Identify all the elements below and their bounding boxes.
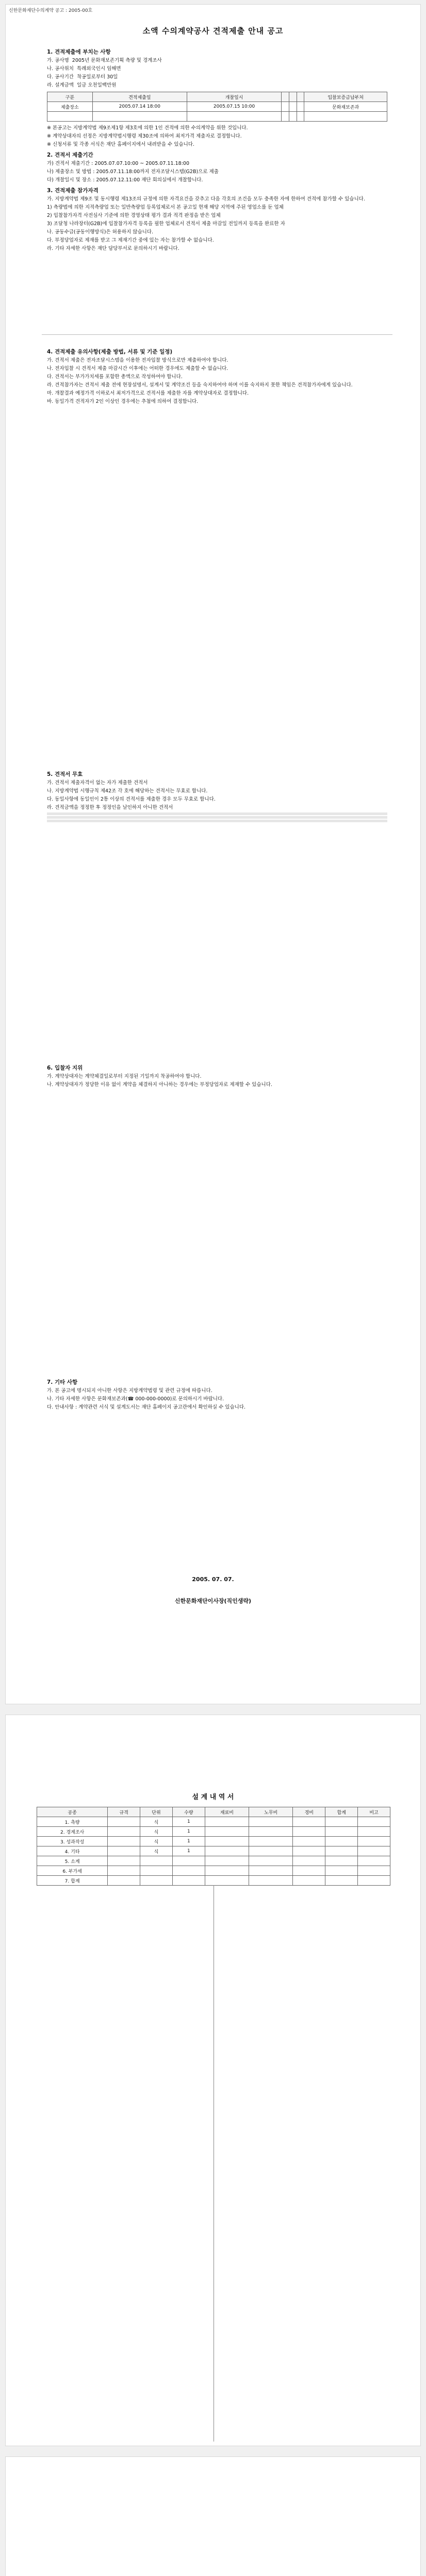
table-row: 6. 부가세 bbox=[37, 1866, 390, 1876]
section-heading: 6. 입찰자 지위 bbox=[47, 1065, 83, 1071]
item: 나) 제출장소 및 방법 : 2005.07.11.18:00까지 전자조달시스템(G2B)으로 제출 bbox=[47, 169, 219, 175]
paragraph: 바. 동일가격 견적자가 2인 이상인 경우에는 추첨에 의하여 결정합니다. bbox=[47, 399, 199, 404]
cost-table: 공종 규격 단위 수량 재료비 노무비 경비 합계 비고 1. 측량 식 1 2. 경계조사 식 1 3. 성과작성 식 1 4. 기타 식 1 5. 소계 6. 부가세 7. 합계 bbox=[37, 1807, 390, 1886]
item: 가) 견적서 제출기간 : 2005.07.07.10:00 ~ 2005.07.11.18:00 bbox=[47, 161, 189, 166]
table-row: 1. 측량 식 1 bbox=[37, 1817, 390, 1827]
paragraph: 가. 본 공고에 명시되지 아니한 사항은 지방계약법령 및 관련 규정에 따릅니다. bbox=[47, 1388, 212, 1394]
paragraph: 나. 기타 자세한 사항은 문화재보존과(☎ 000-000-0000)로 문의하시기 바랍니다. bbox=[47, 1396, 224, 1402]
paragraph: 나. 전자입찰 시 견적서 제출 마감시간 이후에는 어떠한 경우에도 제출할 수 없습니다. bbox=[47, 366, 228, 371]
note: ※ 본공고는 지방계약법 제9조제1항 제3호에 의한 1인 견적에 의한 수의계약을 위한 것입니다. bbox=[47, 125, 248, 131]
paragraph: 라. 기타 자세한 사항은 재단 담당부서로 문의하시기 바랍니다. bbox=[47, 246, 179, 251]
info-row: 나. 공사위치 특례외국인시 임해면 bbox=[47, 66, 121, 72]
paragraph: 마. 개찰결과 예정가격 이하로서 최저가격으로 견적서를 제출한 자를 계약상대자로 결정합니다. bbox=[47, 391, 249, 396]
paragraph: 다. 부정당업자로 제재를 받고 그 제재기간 중에 있는 자는 참가할 수 없습니다. bbox=[47, 238, 214, 243]
info-row: 가. 공사명 2005년 문화재보존기획 측량 및 경계조사 bbox=[47, 58, 162, 63]
paragraph: 다. 견적서는 부가가치세를 포함한 총액으로 작성하여야 합니다. bbox=[47, 374, 183, 380]
section-heading: 2. 견적서 제출기간 bbox=[47, 152, 93, 158]
table-row: 7. 합계 bbox=[37, 1876, 390, 1886]
paragraph: 다. 동일사항에 동일인이 2통 이상의 견적서를 제출한 경우 모두 무효로 합니다. bbox=[47, 796, 216, 802]
page-title: 소액 수의계약공사 견적제출 안내 공고 bbox=[142, 26, 284, 36]
section-7 bbox=[47, 1375, 387, 1412]
section-1 bbox=[47, 45, 387, 253]
cost-sheet bbox=[5, 1715, 421, 2446]
paragraph: 가. 지방계약법 제9조 및 동시행령 제13조의 규정에 의한 자격요건을 갖추고 다음 각호의 조건을 모두 충족한 자에 한하여 견적에 참가할 수 있습니다. bbox=[47, 196, 365, 202]
schedule-table: 구분 견적제출일 개찰일시 입찰보증금납부처 제출장소 2005.07.14 18:00 2005.07.15 10:00 문화재보존과 bbox=[47, 92, 387, 122]
section-heading: 3. 견적제출 참가자격 bbox=[47, 188, 99, 194]
note: ※ 신청서류 및 각종 서식은 재단 홈페이지에서 내려받을 수 있습니다. bbox=[47, 142, 194, 147]
section-heading: 1. 견적제출에 부치는 사항 bbox=[47, 49, 111, 55]
paragraph: 다. 안내사항 : 계약관련 서식 및 설계도서는 재단 홈페이지 공고란에서 확인하실 수 있습니다. bbox=[47, 1404, 246, 1410]
paragraph: 라. 견적참가자는 견적서 제출 전에 현장설명서, 설계서 및 계약조건 등을 숙지하여야 하며 이를 숙지하지 못한 책임은 견적참가자에게 있습니다. bbox=[47, 382, 353, 388]
divider bbox=[42, 334, 392, 335]
section-4 bbox=[47, 345, 387, 406]
section-5 bbox=[47, 767, 387, 823]
note: ※ 계약상대자의 선정은 지방계약법시행령 제30조에 의하여 최저가격 제출자로 결정합니다. bbox=[47, 133, 242, 139]
item: 다) 개찰일시 및 장소 : 2005.07.12.11:00 재단 회의실에서 개찰합니다. bbox=[47, 177, 203, 183]
paragraph: 1) 측량법에 의한 지적측량업 또는 일반측량업 등록업체로서 본 공고일 현재 해당 지역에 주된 영업소를 둔 업체 bbox=[47, 205, 284, 210]
section-heading: 7. 기타 사항 bbox=[47, 1379, 78, 1385]
paragraph: 나. 계약상대자가 정당한 이유 없이 계약을 체결하지 아니하는 경우에는 부정당업자로 제재할 수 있습니다. bbox=[47, 1082, 272, 1088]
table-row: 5. 소계 bbox=[37, 1856, 390, 1866]
table-row: 4. 기타 식 1 bbox=[37, 1846, 390, 1856]
section-6 bbox=[47, 1061, 387, 1090]
info-row: 라. 설계금액 일금 오천일백만원 bbox=[47, 82, 117, 88]
parcel-sheet bbox=[5, 2456, 421, 2576]
paragraph: 라. 견적금액을 정정한 후 정정인을 날인하지 아니한 견적서 bbox=[47, 805, 173, 810]
paragraph: 나. 공동수급(공동이행방식)은 허용하지 않습니다. bbox=[47, 229, 154, 235]
announcement-sheet bbox=[5, 4, 421, 1704]
paragraph: 가. 계약상대자는 계약체결일로부터 지정된 기일까지 착공하여야 합니다. bbox=[47, 1074, 202, 1079]
paragraph: 나. 지방계약법 시행규칙 제42조 각 호에 해당하는 견적서는 무효로 합니다. bbox=[47, 788, 208, 794]
announce-date: 2005. 07. 07. bbox=[192, 1576, 234, 1583]
table-row: 2. 경계조사 식 1 bbox=[37, 1827, 390, 1837]
doc-header: 신한문화재단수의계약 공고 : 2005-00호 bbox=[9, 8, 93, 13]
section-heading: 4. 견적제출 유의사항(제출 방법, 서류 및 기준 일정) bbox=[47, 349, 173, 355]
paragraph: 가. 견적서 제출자격이 없는 자가 제출한 견적서 bbox=[47, 780, 148, 786]
info-row: 다. 공사기간 착공일로부터 30일 bbox=[47, 74, 118, 80]
issuer: 신한문화재단이사장(직인생략) bbox=[174, 1598, 252, 1604]
paragraph: 2) 입찰참가자격 사전심사 기준에 의한 경영상태 평가 결과 적격 판정을 받은 업체 bbox=[47, 213, 221, 218]
paragraph: 가. 견적서 제출은 전자조달시스템을 이용한 전자입찰 방식으로만 제출하여야 합니다. bbox=[47, 358, 228, 363]
section-heading: 5. 견적서 무효 bbox=[47, 771, 83, 777]
table-row: 3. 성과작성 식 1 bbox=[37, 1837, 390, 1846]
cost-title: 설 계 내 역 서 bbox=[192, 1793, 234, 1801]
paragraph: 3) 조달청 나라장터(G2B)에 입찰참가자격 등록을 필한 업체로서 견적서 제출 마감일 전일까지 등록을 완료한 자 bbox=[47, 221, 285, 227]
